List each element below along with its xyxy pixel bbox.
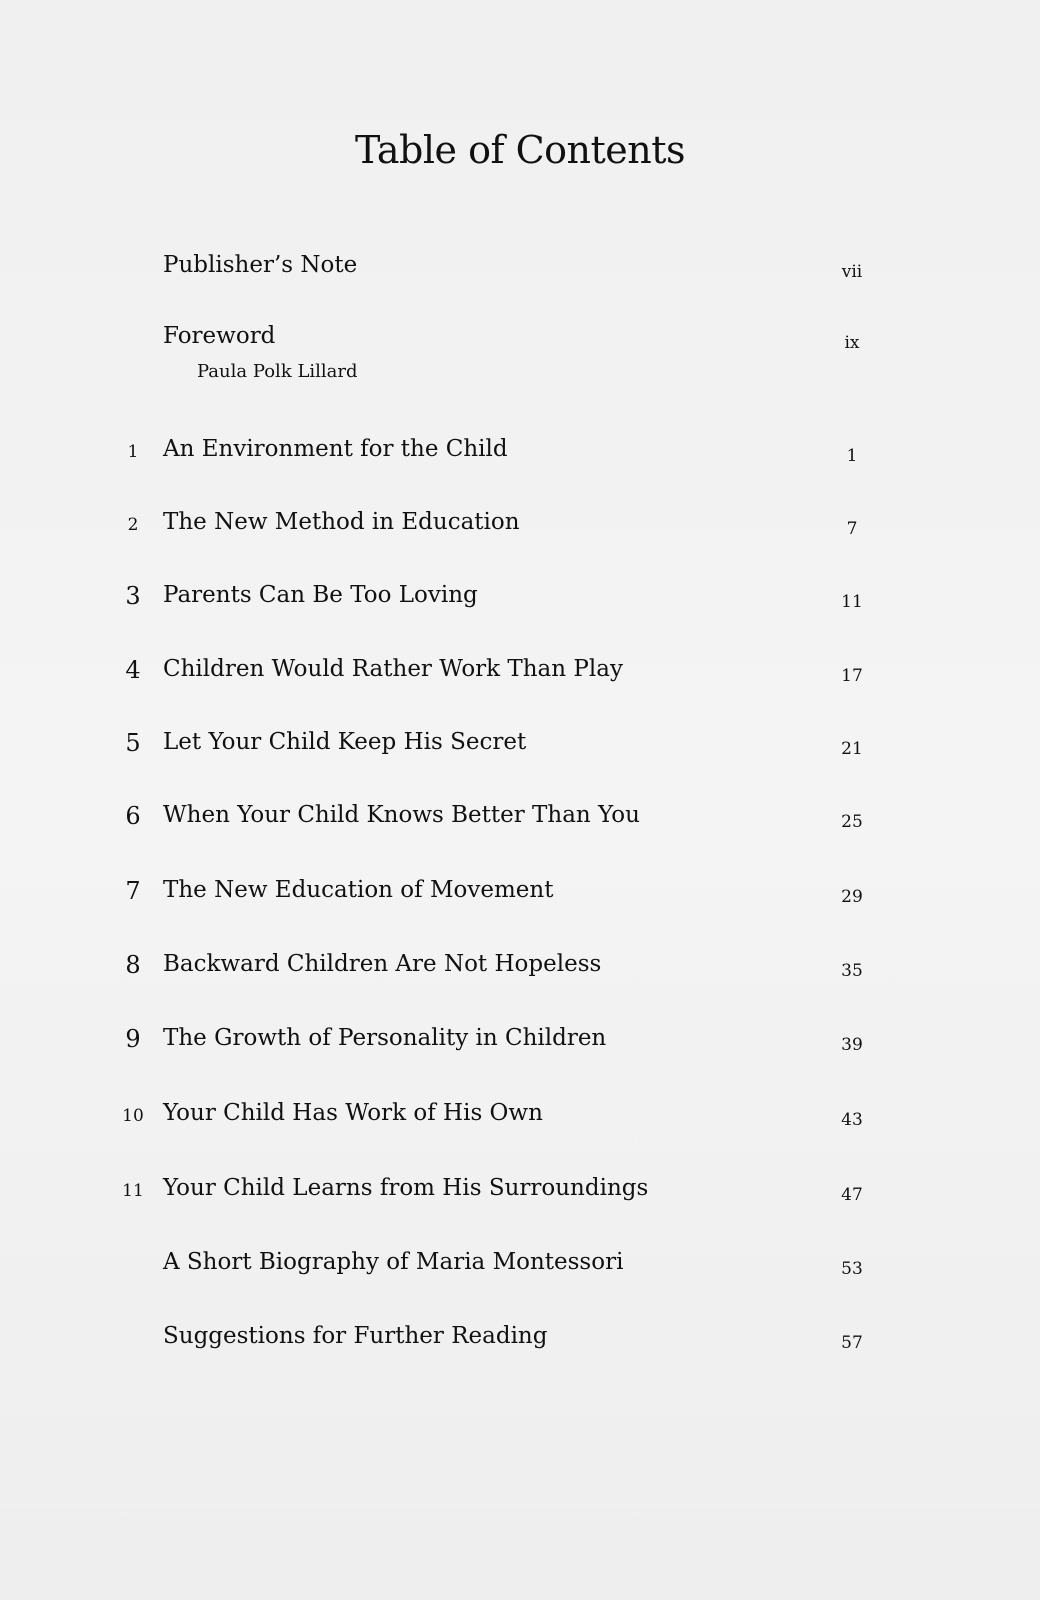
toc-entry-title: When Your Child Knows Better Than You — [163, 802, 640, 828]
toc-entry-page: 21 — [841, 739, 863, 759]
toc-entry-title: Parents Can Be Too Loving — [163, 582, 478, 608]
toc-entry-number: 9 — [125, 1025, 141, 1053]
toc-entry-chapter-9 — [0, 1025, 1040, 1065]
toc-entry-page: 25 — [841, 812, 863, 832]
toc-entry-chapter-6 — [0, 802, 1040, 842]
toc-entry-title: Suggestions for Further Reading — [163, 1323, 548, 1349]
toc-entry-number: 5 — [125, 729, 141, 757]
toc-entry-page: 47 — [841, 1185, 863, 1205]
toc-entry-chapter-3 — [0, 582, 1040, 622]
toc-entry-chapter-4 — [0, 656, 1040, 696]
toc-entry-number: 1 — [127, 442, 139, 462]
toc-entry-page: 35 — [841, 961, 863, 981]
toc-entry-further-reading — [0, 1323, 1040, 1363]
toc-entry-chapter-7 — [0, 877, 1040, 917]
toc-entry-page: 17 — [841, 666, 863, 686]
toc-entry-page: 57 — [841, 1333, 863, 1353]
toc-entry-number: 3 — [125, 582, 141, 610]
toc-entry-chapter-2 — [0, 509, 1040, 549]
toc-entry-page: ix — [844, 333, 860, 353]
toc-entry-title: A Short Biography of Maria Montessori — [163, 1249, 624, 1275]
toc-entry-title: The New Method in Education — [163, 509, 520, 535]
toc-entry-foreword — [0, 323, 1040, 382]
toc-entry-chapter-1 — [0, 436, 1040, 476]
toc-entry-number: 7 — [125, 877, 141, 905]
toc-entry-title: Publisher’s Note — [163, 252, 358, 278]
toc-entry-page: 7 — [846, 519, 858, 539]
toc-entry-title: Backward Children Are Not Hopeless — [163, 951, 602, 977]
toc-entry-title: The Growth of Personality in Children — [163, 1025, 607, 1051]
toc-entry-number: 4 — [125, 656, 141, 684]
toc-entry-chapter-8 — [0, 951, 1040, 991]
toc-entry-chapter-11 — [0, 1175, 1040, 1215]
toc-entry-author: Paula Polk Lillard — [197, 361, 358, 382]
toc-entry-number: 2 — [127, 515, 139, 535]
toc-entry-page: 11 — [841, 592, 863, 612]
toc-entry-number: 11 — [122, 1181, 144, 1201]
toc-entry-page: 29 — [841, 887, 863, 907]
toc-entry-chapter-5 — [0, 729, 1040, 769]
toc-entry-page: vii — [841, 262, 863, 282]
toc-entry-title: The New Education of Movement — [163, 877, 554, 903]
toc-entry-number: 10 — [122, 1106, 144, 1126]
toc-entry-page: 53 — [841, 1259, 863, 1279]
toc-entry-number: 6 — [125, 802, 141, 830]
toc-entry-chapter-10 — [0, 1100, 1040, 1140]
toc-entry-page: 39 — [841, 1035, 863, 1055]
toc-entry-title: Children Would Rather Work Than Play — [163, 656, 623, 682]
toc-entry-page: 1 — [846, 446, 858, 466]
toc-entry-title: Your Child Has Work of His Own — [163, 1100, 543, 1126]
page-title: Table of Contents — [354, 128, 686, 172]
toc-entry-title: An Environment for the Child — [163, 436, 508, 462]
toc-entry-publishers-note — [0, 252, 1040, 292]
toc-entry-title: Your Child Learns from His Surroundings — [163, 1175, 649, 1201]
toc-entry-number: 8 — [125, 951, 141, 979]
toc-entry-page: 43 — [841, 1110, 863, 1130]
toc-entry-title: Foreword — [163, 323, 276, 349]
toc-entry-title: Let Your Child Keep His Secret — [163, 729, 527, 755]
toc-entry-biography — [0, 1249, 1040, 1289]
